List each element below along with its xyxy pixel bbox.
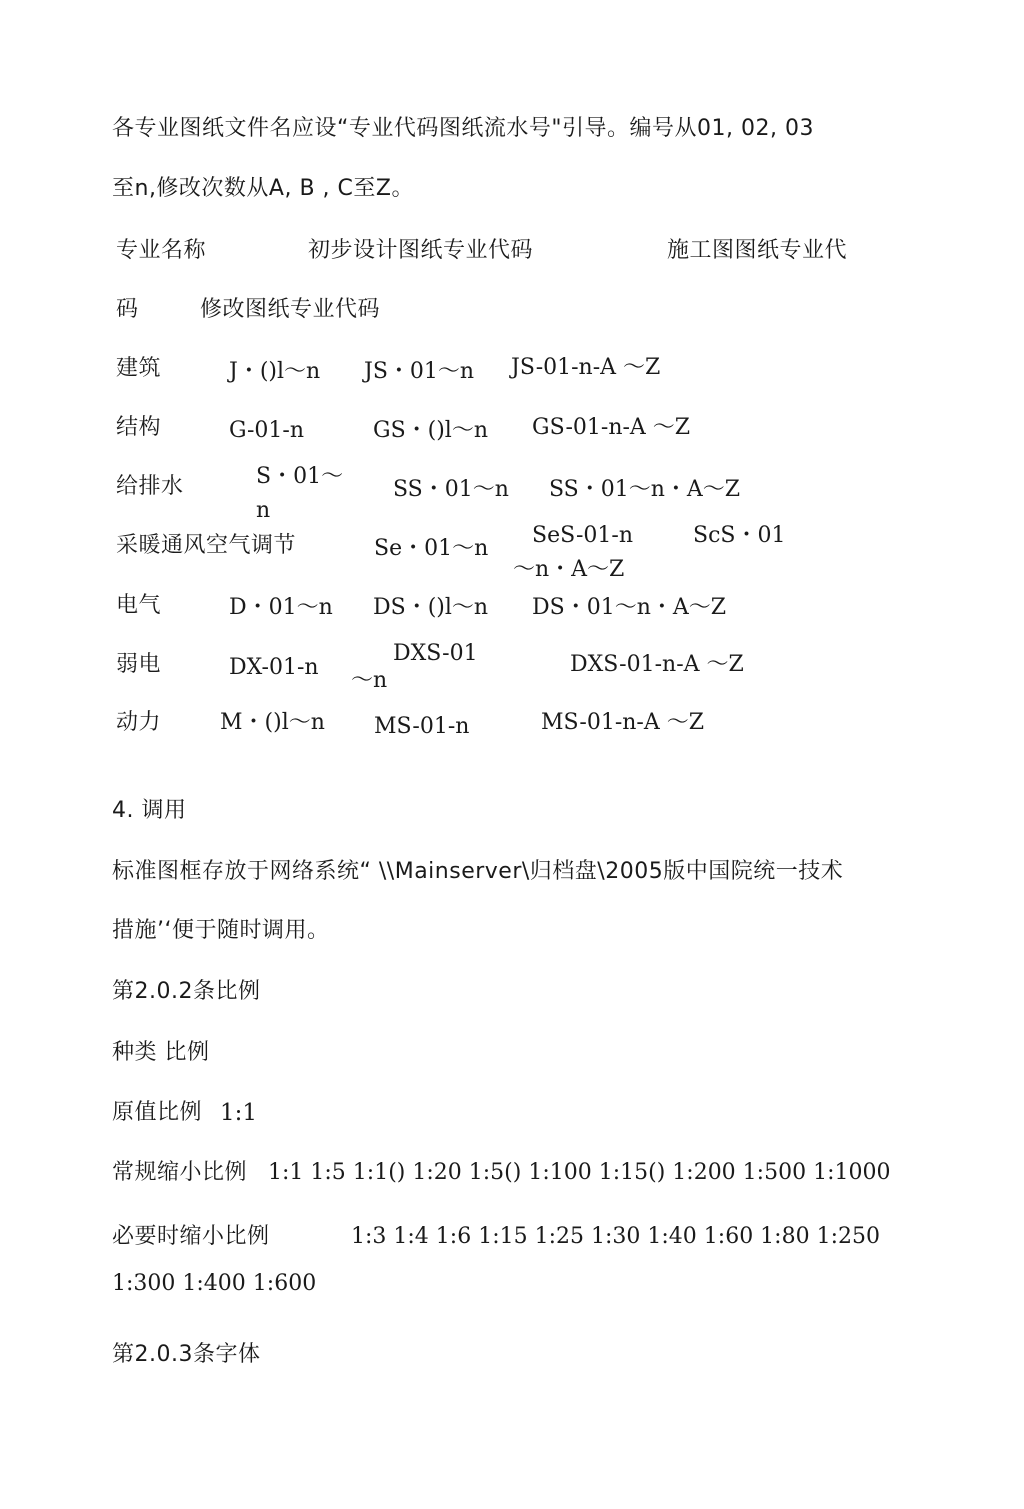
row-name: 动力 [116,710,162,735]
row-construction: GS・()l～n [373,418,489,443]
row-construction: Se・01～n [374,536,489,561]
header-construction-cont: 码 [116,297,139,322]
section-4-line-2: 措施’‘便于随时调用。 [112,918,330,943]
optional-scale-values-cont: 1:300 1:400 1:600 [112,1271,317,1296]
row-prelim-cont: n [256,498,271,523]
original-scale-label: 原值比例 [112,1100,203,1125]
row-name: 弱电 [116,652,162,677]
row-name: 采暖通风空气调节 [116,533,297,558]
header-prelim: 初步设计图纸专业代码 [308,238,534,263]
row-prelim: G-01-n [229,418,305,443]
header-revision: 修改图纸专业代码 [200,297,381,322]
scale-header-row: 种类 比例 [112,1040,210,1065]
row-construction: DS・()l～n [373,595,489,620]
row-revision: DXS-01-n-A ～Z [570,652,744,677]
row-construction: SS・01～n [393,477,509,502]
row-name: 给排水 [116,474,184,499]
article-202-heading: 第2.0.2条比例 [112,979,261,1004]
common-scale-label: 常规缩小比例 [112,1160,248,1185]
row-name: 电气 [116,593,162,618]
row-revision: SeS-01-n [532,523,633,548]
row-construction: DXS-01 [393,641,478,666]
header-construction: 施工图图纸专业代 [667,238,848,263]
section-4-line-1: 标准图框存放于网络系统“ \\Mainserver\归档盘\2005版中国院统一技术 [112,859,844,884]
row-revision: JS-01-n-A ～Z [511,355,661,380]
original-scale-value: 1:1 [220,1100,258,1126]
row-revision-alt: ScS・01 [693,523,786,548]
row-construction: MS-01-n [374,714,470,739]
row-revision: SS・01～n・A～Z [549,477,741,502]
row-revision-cont: ～n・A～Z [513,557,625,582]
row-revision: GS-01-n-A ～Z [532,415,691,440]
row-prelim: S・01～ [256,464,344,489]
row-revision: MS-01-n-A ～Z [541,710,705,735]
row-prelim: J・()l～n [229,359,321,384]
optional-scale-values: 1:3 1:4 1:6 1:15 1:25 1:30 1:40 1:60 1:80 1:250 [351,1224,880,1249]
section-4-heading: 4. 调用 [112,798,187,823]
row-construction-cont: ～n [351,668,388,693]
intro-line-1: 各专业图纸文件名应设“专业代码图纸流水号"引导。编号从01, 02, 03 [112,116,814,141]
header-name: 专业名称 [116,238,207,263]
row-prelim: DX-01-n [229,655,319,680]
article-203-heading: 第2.0.3条字体 [112,1342,261,1367]
intro-line-2: 至n,修改次数从A, B , C至Z。 [112,176,414,201]
optional-scale-label: 必要时缩小比例 [112,1224,270,1249]
row-construction: JS・01～n [364,359,475,384]
row-prelim: D・01～n [229,595,333,620]
row-name: 建筑 [116,356,162,381]
common-scale-values: 1:1 1:5 1:1() 1:20 1:5() 1:100 1:15() 1:200 1:500 1:1000 [268,1160,891,1185]
row-revision: DS・01～n・A～Z [532,595,727,620]
row-prelim: M・()l～n [220,710,325,735]
row-name: 结构 [116,415,162,440]
